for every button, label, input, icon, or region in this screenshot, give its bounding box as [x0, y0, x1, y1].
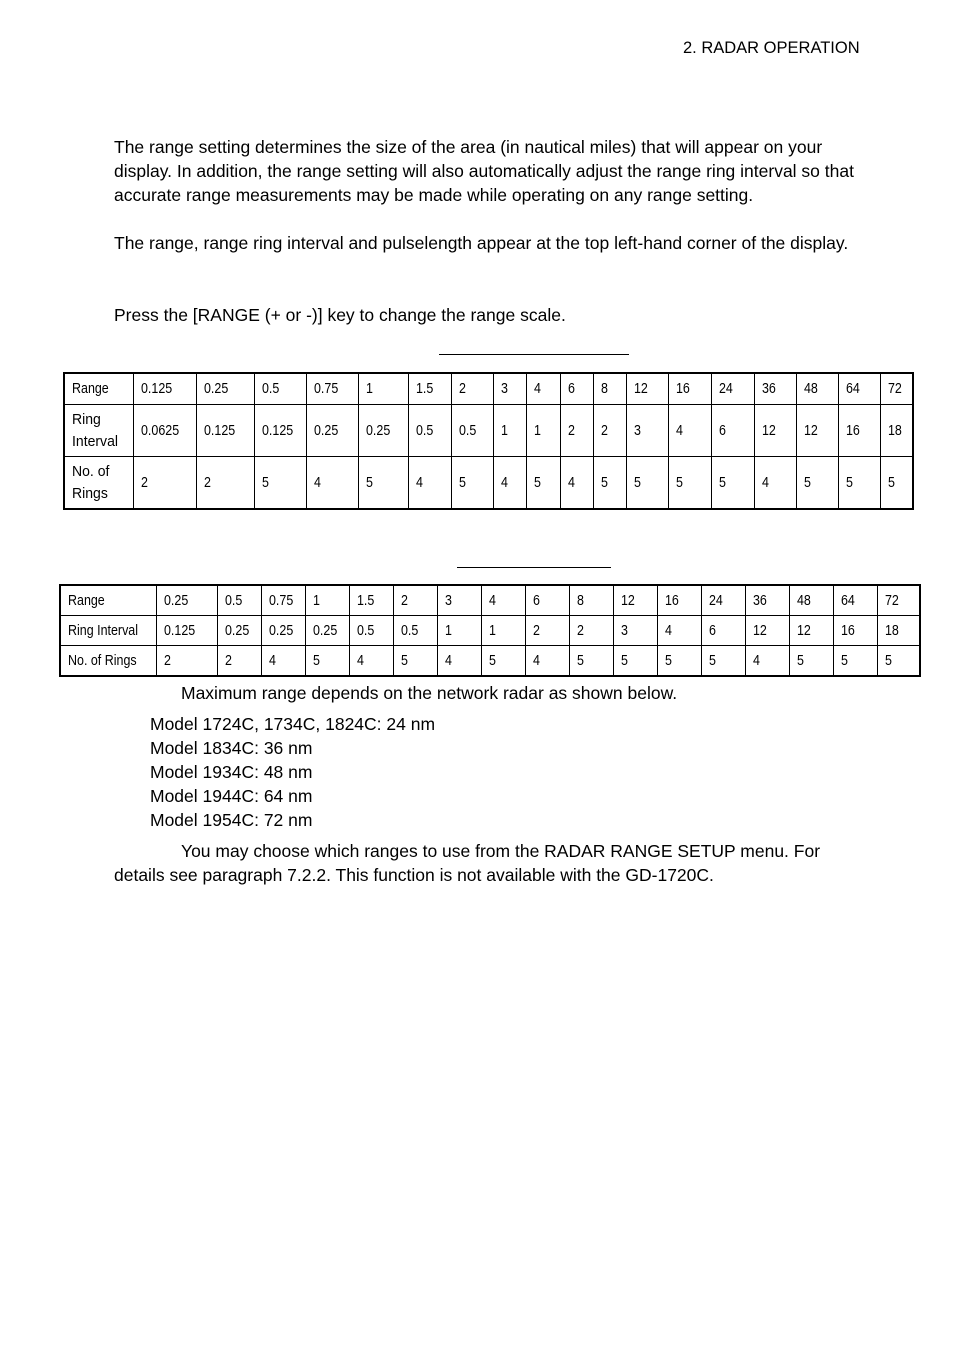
table-cell: 4 [437, 646, 481, 677]
table-row [64, 457, 913, 510]
table-cell: 2 [525, 616, 569, 646]
table-cell: 5 [880, 457, 913, 510]
table-cell: 4 [745, 646, 789, 677]
table-cell: 4 [261, 646, 305, 677]
row-label: Range [64, 373, 133, 405]
max-range-note: Maximum range depends on the network radar as shown below. [181, 683, 678, 703]
table-cell: 5 [305, 646, 349, 677]
table-cell: 6 [701, 616, 745, 646]
table-cell: 4 [657, 616, 701, 646]
table-cell: 72 [877, 585, 920, 616]
table-cell: 5 [668, 457, 711, 510]
table-cell: 0.5 [217, 585, 261, 616]
table-cell: 5 [481, 646, 525, 677]
table-cell: 5 [701, 646, 745, 677]
table-row [60, 616, 920, 646]
range-key-paragraph: Press the [RANGE (+ or -)] key to change the range scale. [114, 305, 566, 325]
table-cell: 72 [880, 373, 913, 405]
table-cell: 18 [877, 616, 920, 646]
table-cell: 4 [668, 405, 711, 457]
row-label: Ring Interval [64, 405, 133, 457]
table-cell: 4 [408, 457, 451, 510]
row-label: Ring Interval [60, 616, 156, 646]
table-cell: 24 [701, 585, 745, 616]
table-cell: 0.125 [133, 373, 196, 405]
table-row [64, 405, 913, 457]
model-range-item: Model 1834C: 36 nm [150, 738, 313, 758]
table-cell: 5 [393, 646, 437, 677]
table-cell: 0.5 [451, 405, 493, 457]
table-cell: 2 [217, 646, 261, 677]
table-cell: 12 [796, 405, 838, 457]
table-cell: 5 [358, 457, 408, 510]
page-header: 2. RADAR OPERATION [683, 39, 860, 57]
range-display-paragraph: The range, range ring interval and pulselength appear at the top left-hand corner of the display. [114, 233, 849, 253]
table-cell: 0.125 [156, 616, 217, 646]
table-cell: 2 [560, 405, 593, 457]
table-cell: 16 [838, 405, 880, 457]
model-range-item: Model 1954C: 72 nm [150, 810, 313, 830]
table-cell: 0.5 [408, 405, 451, 457]
row-label: No. of Rings [60, 646, 156, 677]
table-cell: 1 [526, 405, 560, 457]
table-cell: 0.25 [156, 585, 217, 616]
table-cell: 2 [133, 457, 196, 510]
table-cell: 5 [711, 457, 754, 510]
table-cell: 2 [196, 457, 254, 510]
table-cell: 64 [833, 585, 877, 616]
table-cell: 48 [796, 373, 838, 405]
table-cell: 1.5 [349, 585, 393, 616]
table-cell: 36 [745, 585, 789, 616]
table-row [60, 585, 920, 616]
table-cell: 2 [451, 373, 493, 405]
table-row [60, 646, 920, 677]
table-cell: 5 [569, 646, 613, 677]
table-cell: 16 [657, 585, 701, 616]
table1-caption-rule [439, 354, 629, 355]
table-cell: 4 [560, 457, 593, 510]
table-cell: 6 [525, 585, 569, 616]
table-cell: 0.25 [306, 405, 358, 457]
table-cell: 4 [481, 585, 525, 616]
table-cell: 4 [754, 457, 796, 510]
table-cell: 36 [754, 373, 796, 405]
table-cell: 0.5 [254, 373, 306, 405]
model-range-item: Model 1944C: 64 nm [150, 786, 313, 806]
table2-caption-rule [457, 567, 611, 568]
table-cell: 64 [838, 373, 880, 405]
table-cell: 5 [593, 457, 626, 510]
range-table-1 [63, 372, 914, 510]
table-cell: 2 [156, 646, 217, 677]
table-cell: 5 [657, 646, 701, 677]
table-cell: 6 [560, 373, 593, 405]
table-cell: 4 [525, 646, 569, 677]
table-cell: 0.5 [349, 616, 393, 646]
table-cell: 0.75 [261, 585, 305, 616]
table-cell: 5 [451, 457, 493, 510]
table-cell: 2 [593, 405, 626, 457]
table-cell: 4 [349, 646, 393, 677]
table-cell: 8 [593, 373, 626, 405]
table-cell: 1 [358, 373, 408, 405]
table-cell: 0.25 [305, 616, 349, 646]
table-cell: 12 [745, 616, 789, 646]
table-cell: 6 [711, 405, 754, 457]
table-cell: 12 [613, 585, 657, 616]
table-cell: 0.125 [254, 405, 306, 457]
table-cell: 18 [880, 405, 913, 457]
table-cell: 24 [711, 373, 754, 405]
range-table-2 [59, 584, 921, 677]
table-cell: 1.5 [408, 373, 451, 405]
table-cell: 16 [668, 373, 711, 405]
table-cell: 12 [754, 405, 796, 457]
table-cell: 5 [254, 457, 306, 510]
table-cell: 3 [437, 585, 481, 616]
table-cell: 0.75 [306, 373, 358, 405]
table-cell: 4 [306, 457, 358, 510]
table-cell: 5 [877, 646, 920, 677]
table-cell: 5 [796, 457, 838, 510]
table-cell: 5 [789, 646, 833, 677]
table-cell: 8 [569, 585, 613, 616]
table-cell: 5 [838, 457, 880, 510]
table-cell: 5 [526, 457, 560, 510]
row-label: No. of Rings [64, 457, 133, 510]
model-range-item: Model 1934C: 48 nm [150, 762, 313, 782]
range-setting-paragraph: The range setting determines the size of the area (in nautical miles) that will appear on your display. In addition, the range setting will also automatically adjust the range ring interval so that accurate range measurements may be made while operating on any range setting. [114, 137, 854, 205]
table-cell: 0.25 [196, 373, 254, 405]
model-range-item: Model 1724C, 1734C, 1824C: 24 nm [150, 714, 436, 734]
table-cell: 48 [789, 585, 833, 616]
range-setup-paragraph: You may choose which ranges to use from the RADAR RANGE SETUP menu. For details see paragraph 7.2.2. This function is not available with the GD-1720C. [114, 841, 821, 885]
table-cell: 1 [493, 405, 526, 457]
row-label: Range [60, 585, 156, 616]
table-cell: 2 [569, 616, 613, 646]
table-row [64, 373, 913, 405]
table-cell: 0.25 [358, 405, 408, 457]
table-cell: 1 [305, 585, 349, 616]
table-cell: 3 [613, 616, 657, 646]
table-cell: 12 [789, 616, 833, 646]
table-cell: 0.0625 [133, 405, 196, 457]
table-cell: 0.25 [261, 616, 305, 646]
table-cell: 1 [481, 616, 525, 646]
table-cell: 0.25 [217, 616, 261, 646]
table-cell: 5 [613, 646, 657, 677]
table-cell: 16 [833, 616, 877, 646]
table-cell: 4 [526, 373, 560, 405]
table-cell: 1 [437, 616, 481, 646]
table-cell: 0.125 [196, 405, 254, 457]
table-cell: 0.5 [393, 616, 437, 646]
table-cell: 3 [493, 373, 526, 405]
model-range-list [150, 712, 435, 832]
table-cell: 2 [393, 585, 437, 616]
table-cell: 12 [626, 373, 668, 405]
table-cell: 5 [833, 646, 877, 677]
table-cell: 5 [626, 457, 668, 510]
table-cell: 4 [493, 457, 526, 510]
table-cell: 3 [626, 405, 668, 457]
